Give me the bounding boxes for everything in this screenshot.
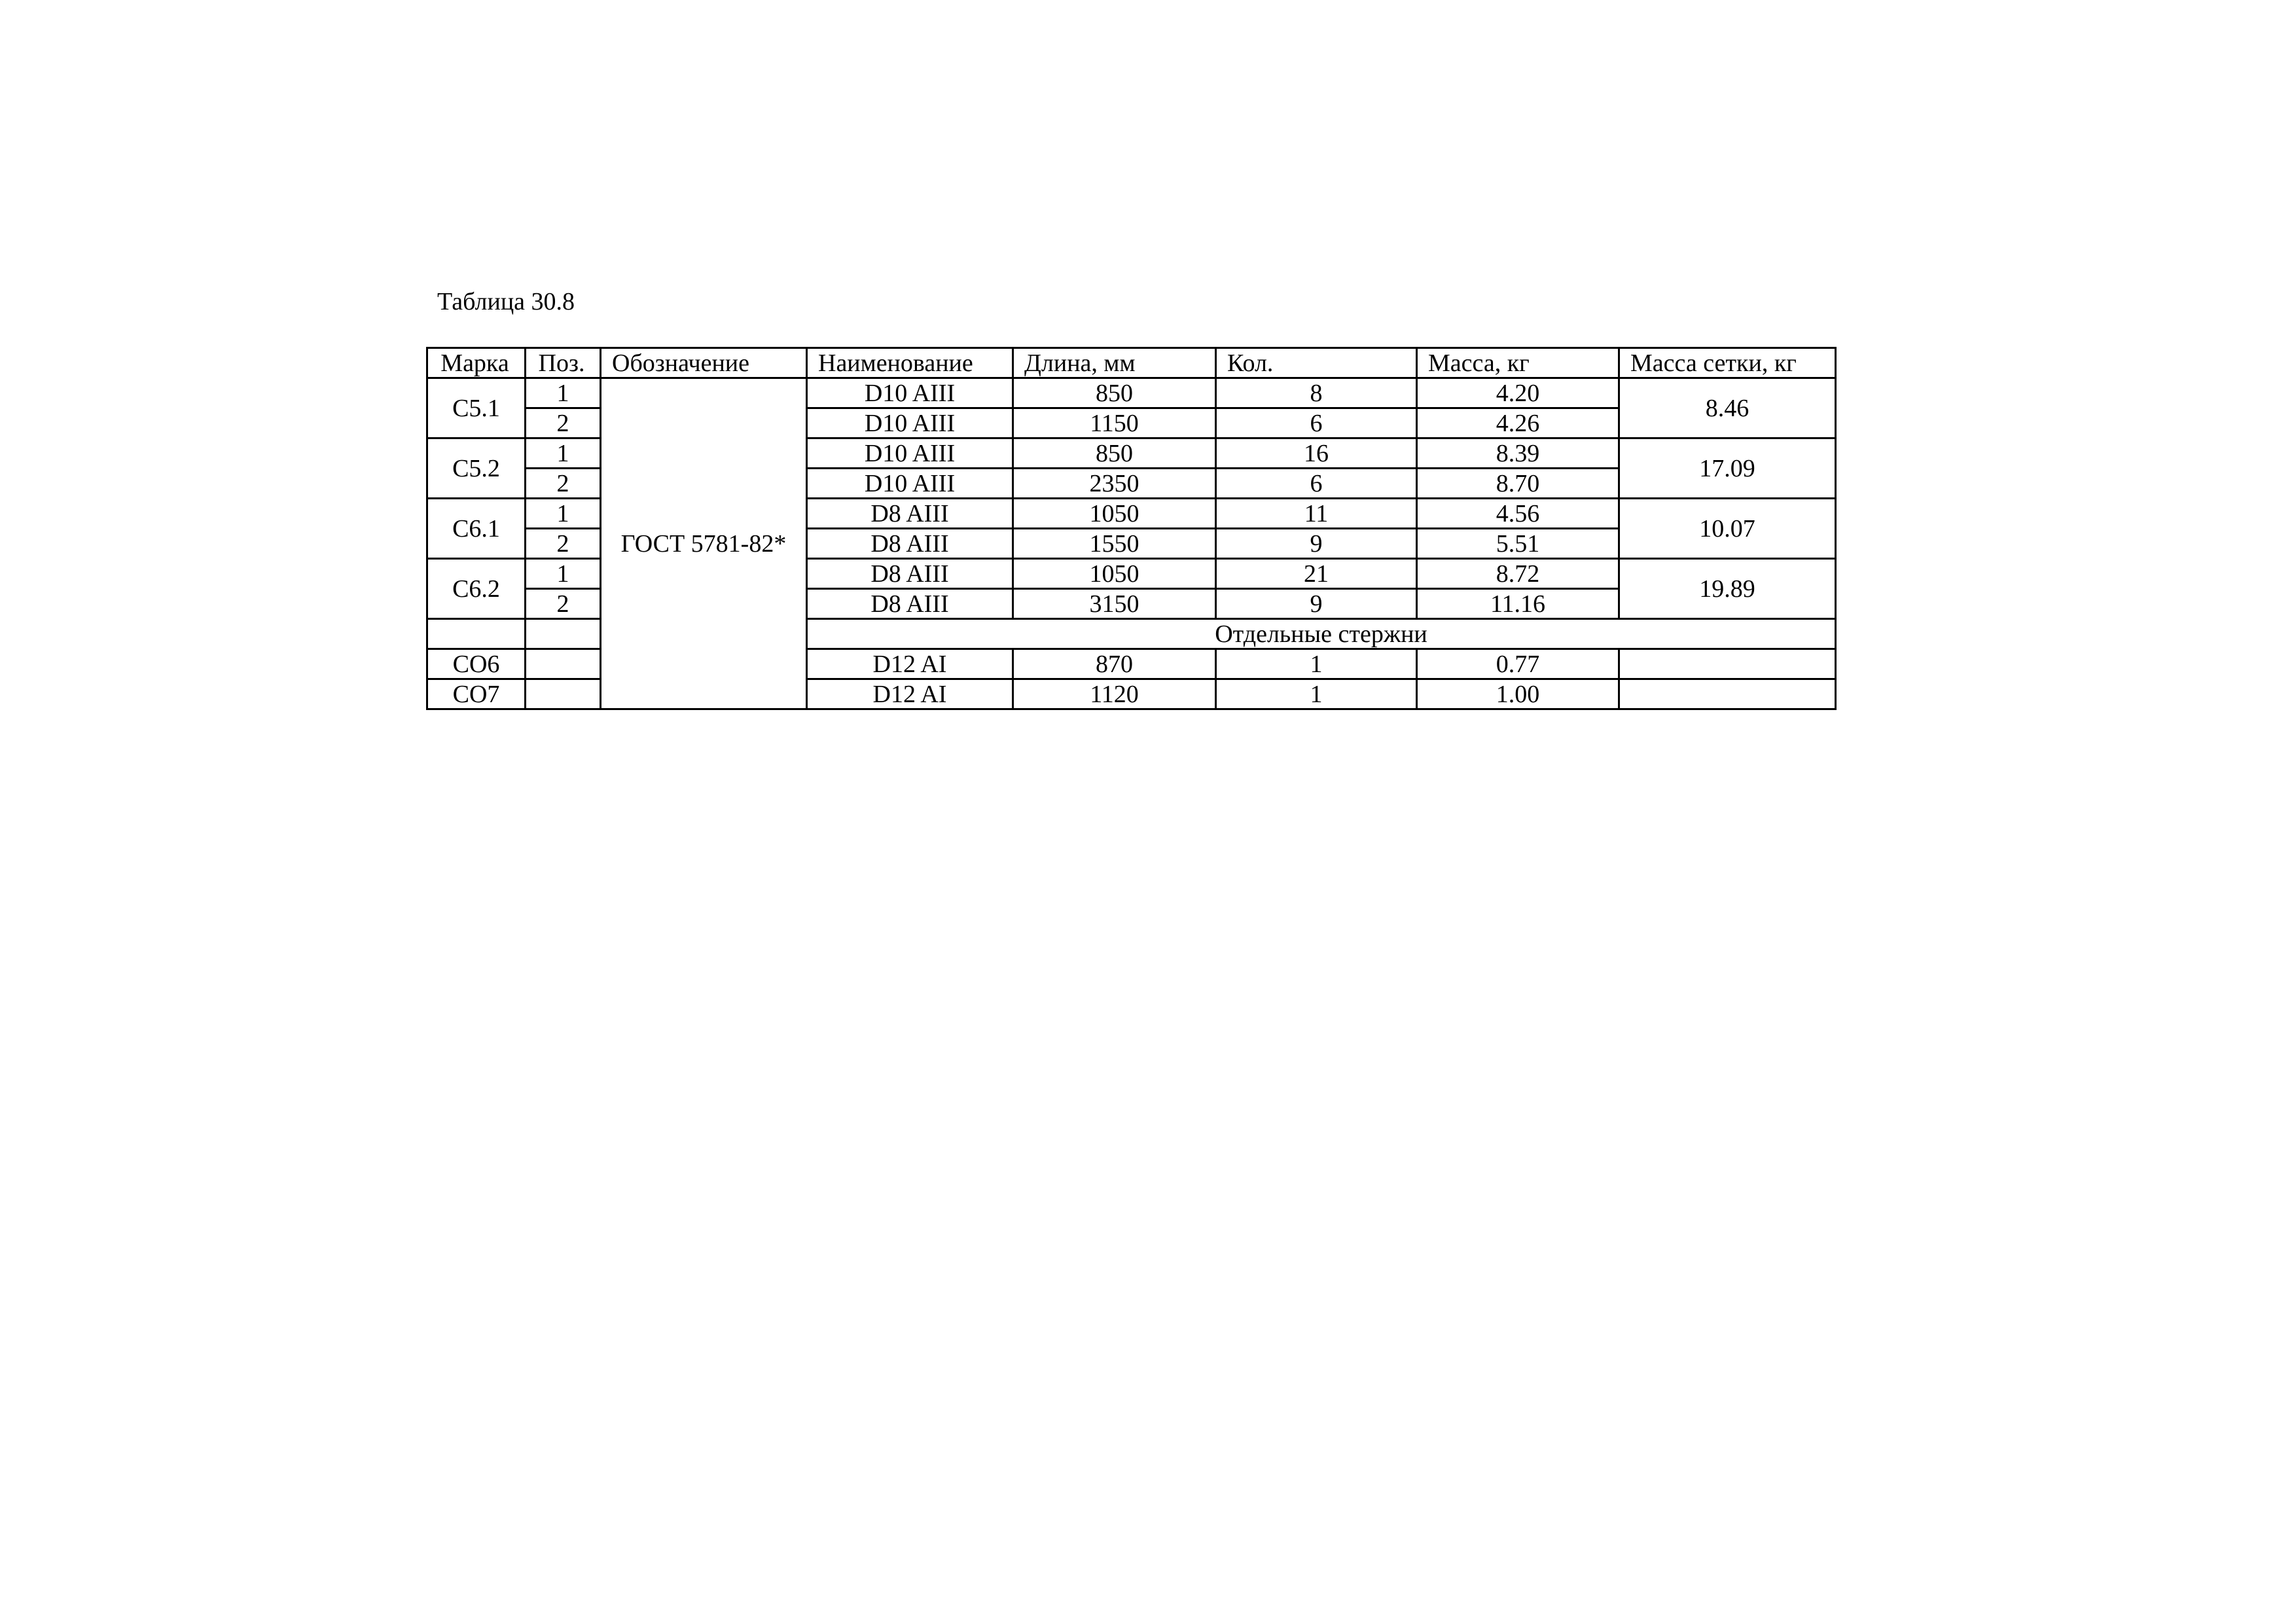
length-cell: 1050 xyxy=(1013,559,1216,589)
length-cell: 3150 xyxy=(1013,589,1216,619)
mark-cell xyxy=(427,619,526,649)
quantity-cell: 1 xyxy=(1216,679,1417,709)
section-label: Отдельные стержни xyxy=(807,619,1836,649)
quantity-cell: 16 xyxy=(1216,438,1417,469)
net-mass-cell: 10.07 xyxy=(1619,499,1836,559)
quantity-cell: 9 xyxy=(1216,529,1417,559)
specification-table xyxy=(426,347,1837,710)
header-length: Длина, мм xyxy=(1013,348,1216,378)
mark-cell: С5.2 xyxy=(427,438,526,499)
mark-cell: С6.2 xyxy=(427,559,526,619)
name-cell: D8 AIII xyxy=(807,529,1013,559)
designation-cell: ГОСТ 5781-82* xyxy=(601,378,807,709)
net-mass-cell: 17.09 xyxy=(1619,438,1836,499)
header-position: Поз. xyxy=(526,348,601,378)
position-cell: 1 xyxy=(526,499,601,529)
position-cell xyxy=(526,679,601,709)
mass-cell: 4.20 xyxy=(1417,378,1619,408)
length-cell: 1050 xyxy=(1013,499,1216,529)
length-cell: 1120 xyxy=(1013,679,1216,709)
mark-cell: СО6 xyxy=(427,649,526,679)
name-cell: D8 AIII xyxy=(807,499,1013,529)
header-mass: Масса, кг xyxy=(1417,348,1619,378)
quantity-cell: 6 xyxy=(1216,408,1417,438)
header-net-mass: Масса сетки, кг xyxy=(1619,348,1836,378)
mass-cell: 1.00 xyxy=(1417,679,1619,709)
mass-cell: 0.77 xyxy=(1417,649,1619,679)
length-cell: 870 xyxy=(1013,649,1216,679)
net-mass-cell: 19.89 xyxy=(1619,559,1836,619)
mass-cell: 4.26 xyxy=(1417,408,1619,438)
position-cell: 1 xyxy=(526,559,601,589)
header-designation: Обозначение xyxy=(601,348,807,378)
net-mass-cell: 8.46 xyxy=(1619,378,1836,438)
mass-cell: 8.72 xyxy=(1417,559,1619,589)
name-cell: D8 AIII xyxy=(807,559,1013,589)
table-row xyxy=(427,378,1836,408)
name-cell: D10 AIII xyxy=(807,469,1013,499)
mass-cell: 8.70 xyxy=(1417,469,1619,499)
header-mark: Марка xyxy=(427,348,526,378)
name-cell: D10 AIII xyxy=(807,378,1013,408)
net-mass-cell xyxy=(1619,679,1836,709)
mass-cell: 4.56 xyxy=(1417,499,1619,529)
mass-cell: 11.16 xyxy=(1417,589,1619,619)
name-cell: D12 AI xyxy=(807,649,1013,679)
mass-cell: 8.39 xyxy=(1417,438,1619,469)
length-cell: 1550 xyxy=(1013,529,1216,559)
name-cell: D8 AIII xyxy=(807,589,1013,619)
length-cell: 850 xyxy=(1013,438,1216,469)
position-cell xyxy=(526,619,601,649)
quantity-cell: 6 xyxy=(1216,469,1417,499)
length-cell: 2350 xyxy=(1013,469,1216,499)
mark-cell: СО7 xyxy=(427,679,526,709)
quantity-cell: 21 xyxy=(1216,559,1417,589)
header-name: Наименование xyxy=(807,348,1013,378)
mark-cell: С6.1 xyxy=(427,499,526,559)
position-cell: 2 xyxy=(526,408,601,438)
length-cell: 850 xyxy=(1013,378,1216,408)
position-cell: 2 xyxy=(526,589,601,619)
mass-cell: 5.51 xyxy=(1417,529,1619,559)
quantity-cell: 8 xyxy=(1216,378,1417,408)
position-cell: 2 xyxy=(526,469,601,499)
quantity-cell: 1 xyxy=(1216,649,1417,679)
quantity-cell: 11 xyxy=(1216,499,1417,529)
name-cell: D10 AIII xyxy=(807,408,1013,438)
name-cell: D10 AIII xyxy=(807,438,1013,469)
table-caption: Таблица 30.8 xyxy=(437,288,575,315)
position-cell: 1 xyxy=(526,378,601,408)
mark-cell: С5.1 xyxy=(427,378,526,438)
position-cell xyxy=(526,649,601,679)
net-mass-cell xyxy=(1619,649,1836,679)
length-cell: 1150 xyxy=(1013,408,1216,438)
position-cell: 2 xyxy=(526,529,601,559)
name-cell: D12 AI xyxy=(807,679,1013,709)
header-quantity: Кол. xyxy=(1216,348,1417,378)
header-row xyxy=(427,348,1836,378)
quantity-cell: 9 xyxy=(1216,589,1417,619)
position-cell: 1 xyxy=(526,438,601,469)
